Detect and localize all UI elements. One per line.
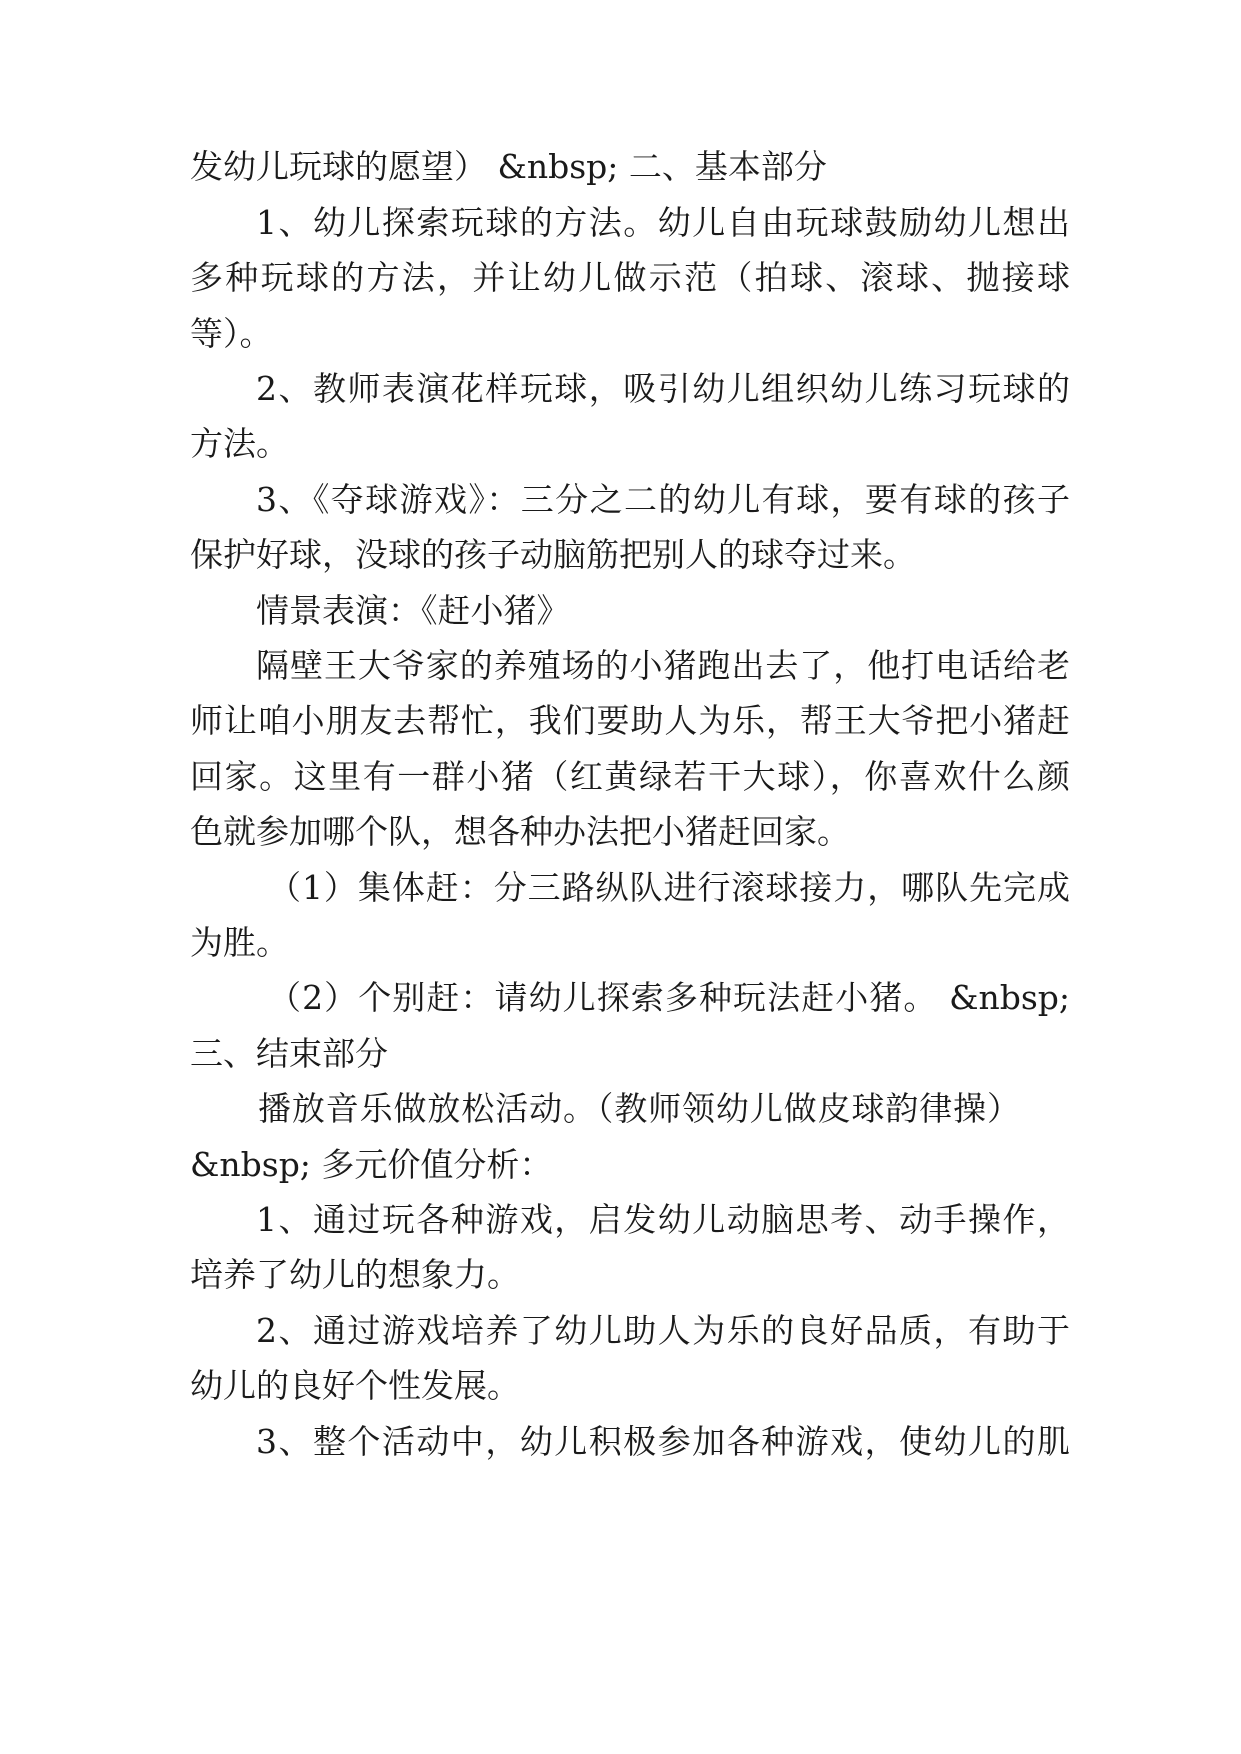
text-line: （2）个别赶：请幼儿探索多种玩法赶小猪。 &nbsp; [268,978,1070,1017]
text-line: 隔壁王大爷家的养殖场的小猪跑出去了，他打电话给老 [256,646,1070,685]
text-line: 三、结束部分 [190,1034,388,1073]
text-line: 多种玩球的方法，并让幼儿做示范（拍球、滚球、抛接球 [190,258,1070,297]
text-line: 情景表演：《赶小猪》 [256,591,570,630]
text-line: 播放音乐做放松活动。（教师领幼儿做皮球韵律操） [258,1089,1020,1128]
text-line: 3、《夺球游戏》：三分之二的幼儿有球，要有球的孩子 [256,480,1070,519]
text-line: 2、教师表演花样玩球，吸引幼儿组织幼儿练习玩球的 [256,369,1070,408]
text-line: 等）。 [190,314,273,353]
text-line: 培养了幼儿的想象力。 [190,1255,520,1294]
text-line: 师让咱小朋友去帮忙，我们要助人为乐，帮王大爷把小猪赶 [190,701,1070,740]
text-line: 3、整个活动中，幼儿积极参加各种游戏，使幼儿的肌 [256,1422,1070,1461]
text-line: 回家。这里有一群小猪（红黄绿若干大球），你喜欢什么颜 [190,757,1070,796]
text-line: 方法。 [190,424,289,463]
text-line: &nbsp; 多元价值分析： [190,1145,553,1184]
text-line: 1、通过玩各种游戏，启发幼儿动脑思考、动手操作， [256,1200,1070,1239]
text-line: 幼儿的良好个性发展。 [190,1366,520,1405]
text-line: 为胜。 [190,923,289,962]
text-line: （1）集体赶：分三路纵队进行滚球接力，哪队先完成 [268,868,1070,907]
text-line: 保护好球，没球的孩子动脑筋把别人的球夺过来。 [190,535,916,574]
text-line: 1、幼儿探索玩球的方法。幼儿自由玩球鼓励幼儿想出 [256,203,1070,242]
text-line: 发幼儿玩球的愿望） &nbsp; 二、基本部分 [190,147,827,186]
text-line: 2、通过游戏培养了幼儿助人为乐的良好品质，有助于 [256,1311,1070,1350]
text-line: 色就参加哪个队，想各种办法把小猪赶回家。 [190,812,850,851]
